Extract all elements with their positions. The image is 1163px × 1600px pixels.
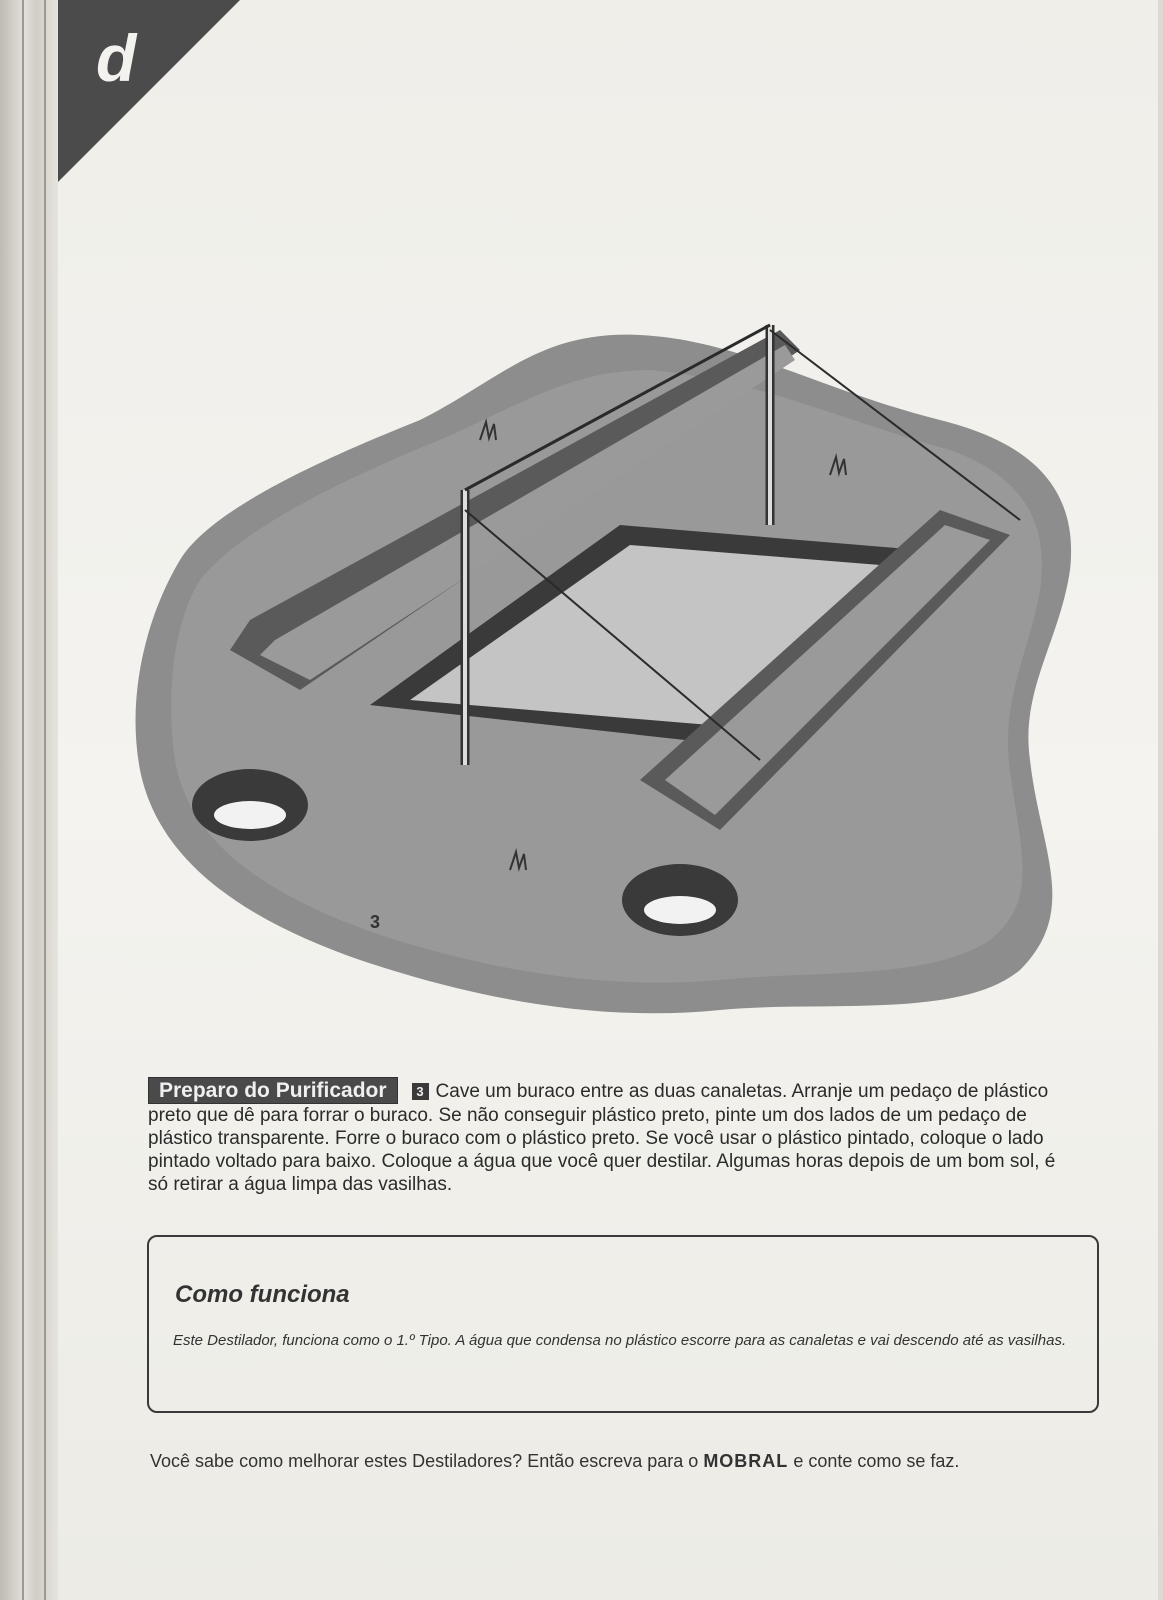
figure-number: 3 [370,912,381,932]
how-it-works-text: Este Destilador, funciona como o 1.º Tipo. A água que condensa no plástico escorre para as canaletas e vai descendo até as vasilhas. [173,1332,1067,1349]
step-number-badge: 3 [412,1083,429,1100]
section-text: Cave um buraco entre as duas canaletas. Arranje um pedaço de plástico preto que dê para forrar o buraco. Se não conseguir plástico preto, pinte um dos lados de um pedaço de plástico transparente. Forre o buraco com o plástico preto. Se você usar o plástico pintado, coloque o lado pintado voltado para baixo. Coloque a água que você quer destilar. Algumas horas depois de um bom sol, é só retirar a água limpa das vasilhas. [148,1081,1056,1195]
page-edge-line [44,0,46,1600]
page-edge-line [22,0,24,1600]
how-it-works-title: Como funciona [175,1281,350,1308]
how-it-works-box [147,1235,1099,1413]
section-paragraph [148,1077,1078,1196]
question-text-before: Você sabe como melhorar estes Destiladores? Então escreva para o [150,1451,704,1471]
closing-question [150,1450,1090,1472]
question-text-after: e conte como se faz. [788,1451,960,1471]
brand-name: MOBRAL [703,1451,789,1471]
section-label: Preparo do Purificador [148,1077,398,1104]
corner-tab [58,0,248,190]
page-stack-edge [0,0,60,1600]
solar-still-illustration [120,310,1100,1040]
corner-letter: d [96,21,137,95]
